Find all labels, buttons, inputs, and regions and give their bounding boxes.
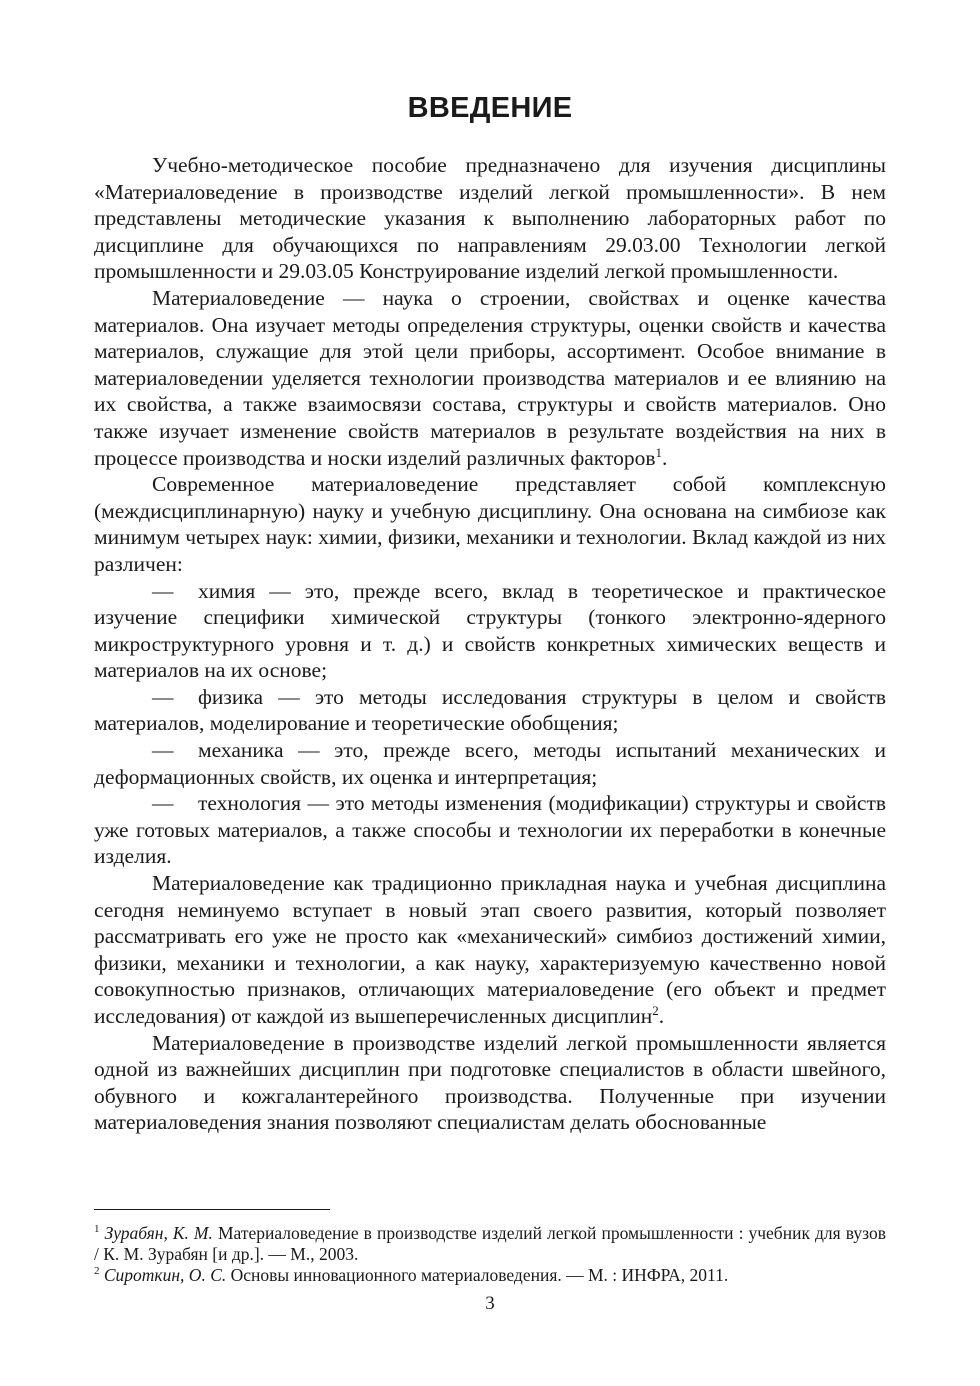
paragraph-development: Материаловедение как традиционно прикладная наука и учебная дисциплина сегодня неминуемо вступает в новый этап своего развития, который позволяет рассматривать его уже не просто как «механический» симбиоз достижений химии, физики, механики и технологии, а как науку, характеризуемую качественно новой совокупностью признаков, отличающих материаловедение (его объект и предмет исследования) от каждой из вышеперечисленных дисциплин$^2$. xyxy=(94,871,886,1028)
footnote xyxy=(94,1223,886,1265)
footnote-number: 1 xyxy=(94,1223,100,1236)
paragraph-modern xyxy=(94,471,886,577)
paragraph-text: Материаловедение в производстве изделий легкой промышленности является одной из важнейших дисциплин при подготовке специалистов в области швейного, обувного и кожгалантерейного производства. Полученные при изучении материаловедения знания позволяют специалистам делать обоснованные xyxy=(94,1030,886,1135)
list-item-text: химия — это, прежде всего, вклад в теоретическое и практическое изучение специфики химической структуры (тонкого электронно-ядерного микроструктурного уровня и т. д.) и свойств конкретных химических веществ и материалов на их основе; xyxy=(94,578,886,683)
list-item xyxy=(94,684,886,737)
list-item-text: механика — это, прежде всего, методы испытаний механических и деформационных свойств, их оценка и интерпретация; xyxy=(94,738,886,789)
footnote xyxy=(94,1265,886,1286)
page-body xyxy=(94,88,886,1136)
paragraph-text: Материаловедение — наука о строении, свойствах и оценке качества материалов. Она изучает методы определения структуры, оценки свойств и качества материалов, служащие для этой цели приборы, ассортимент. Особое внимание в материаловедении уделяется технологии производства материалов и ее влиянию на их свойства, а также взаимосвязи состава, структуры и свойств материалов. Оно также изучает изменение свойств материалов в результате воздействия на них в процессе производства и носки изделий различных факторов xyxy=(94,285,886,470)
list-dash: — xyxy=(152,791,174,816)
list-dash: — xyxy=(152,738,174,763)
list-item xyxy=(94,790,886,870)
footnote-text: Материаловедение в производстве изделий легкой промышленности : учебник для вузов / К. М. Зурабян [и др.]. — М., 2003. xyxy=(94,1223,886,1264)
page-number: 3 xyxy=(485,1293,495,1314)
footnote-separator xyxy=(94,1209,330,1210)
paragraph-purpose xyxy=(94,152,886,285)
list-item-text: физика — это методы исследования структуры в целом и свойств материалов, моделирование и теоретические обобщения; xyxy=(94,684,886,736)
list-dash: — xyxy=(152,578,174,603)
page-title: ВВЕДЕНИЕ xyxy=(407,92,573,124)
footnote-author: Зурабян, К. М. xyxy=(104,1223,213,1243)
list-item xyxy=(94,578,886,684)
footnote-author: Сироткин, О. С. xyxy=(103,1265,227,1285)
paragraph-importance xyxy=(94,1030,886,1136)
footnotes xyxy=(94,1223,886,1286)
paragraph-text: Современное материаловедение представляет собой комплексную (междисциплинарную) науку и учебную дисциплину. Она основана на симбиозе как минимум четырех наук: химии, физики, механики и технологии. Вклад каждой из них различен: xyxy=(94,472,886,576)
footnote-number: 2 xyxy=(94,1265,100,1278)
paragraph-text: Материаловедение как традиционно прикладная наука и учебная дисциплина сегодня неминуемо вступает в новый этап своего развития, который позволяет рассматривать его уже не просто как «механический» симбиоз достижений химии, физики, механики и технологии, а как науку, характеризуемую качественно новой совокупностью признаков, отличающих материаловедение (его объект и предмет исследования) от каждой из вышеперечисленных дисциплин xyxy=(94,871,886,1028)
list-item-text: технология — это методы изменения (модификации) структуры и свойств уже готовых материалов, а также способы и технологии их переработки в конечные изделия. xyxy=(94,791,886,869)
list-item xyxy=(94,737,886,790)
footnote-text: Основы инновационного материаловедения. — М. : ИНФРА, 2011. xyxy=(226,1265,729,1285)
list-dash: — xyxy=(152,684,174,709)
paragraph-text: Учебно-методическое пособие предназначено для изучения дисциплины «Материаловедение в производстве изделий легкой промышленности». В нем представлены методические указания к выполнению лабораторных работ по дисциплине для обучающихся по направлениям 29.03.00 Технологии легкой промышленности и 29.03.05 Конструирование изделий легкой промышленности. xyxy=(94,153,886,284)
footnote-ref[interactable]: 1 xyxy=(655,444,662,460)
footnote-ref[interactable]: 2 xyxy=(652,1002,659,1018)
paragraph-definition: Материаловедение — наука о строении, свойствах и оценке качества материалов. Она изучает методы определения структуры, оценки свойств и качества материалов, служащие для этой цели приборы, ассортимент. Особое внимание в материаловедении уделяется технологии производства материалов и ее влиянию на их свойства, а также взаимосвязи состава, структуры и свойств материалов. Оно также изучает изменение свойств материалов в результате воздействия на них в процессе производства и носки изделий различных факторов$^1$. xyxy=(94,285,886,470)
